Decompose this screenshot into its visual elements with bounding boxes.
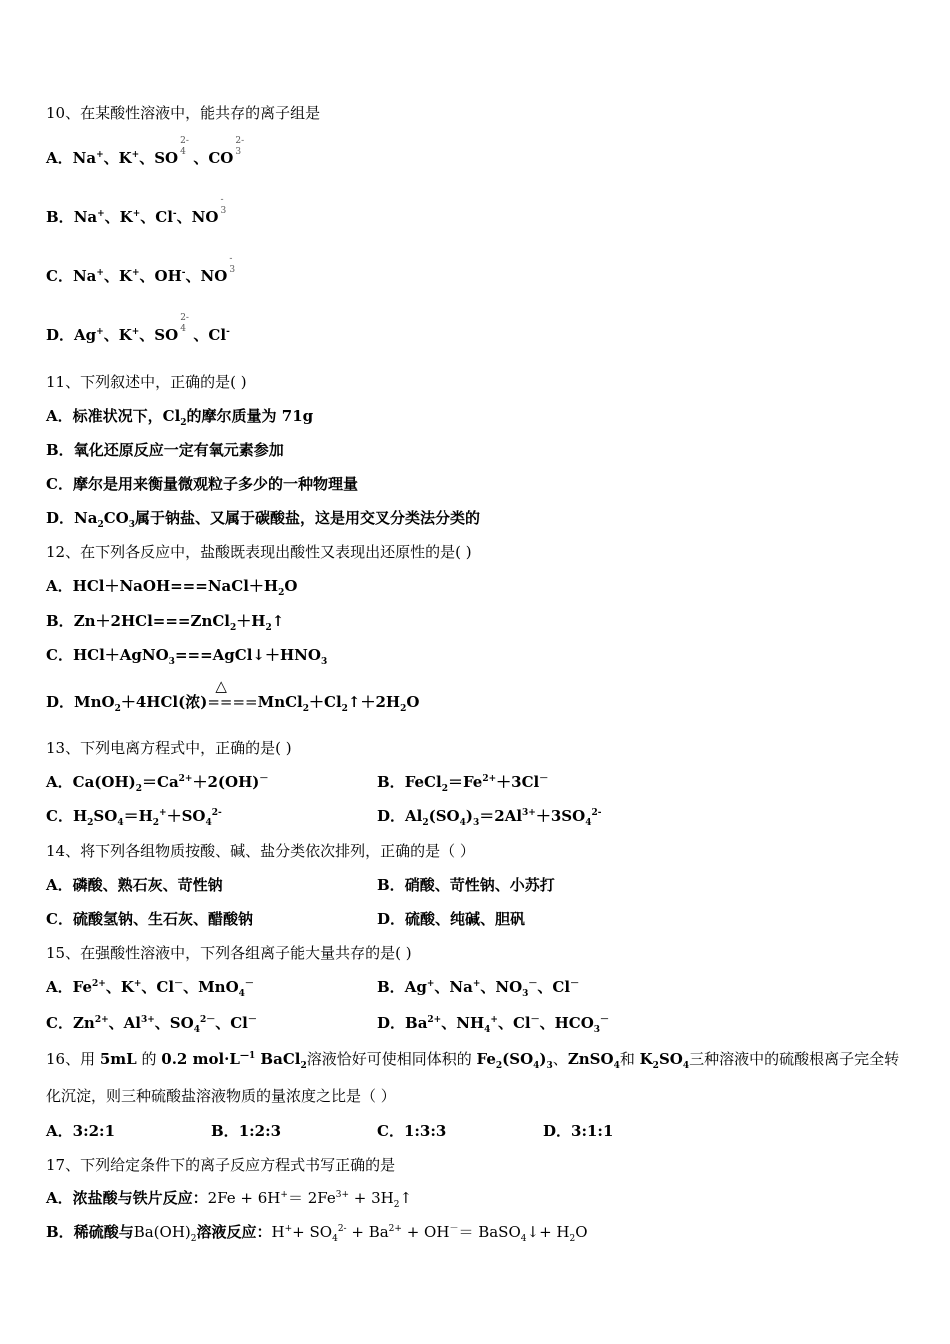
q17-stem: 17、下列给定条件下的离子反应方程式书写正确的是 xyxy=(46,1156,396,1174)
q17-option-b: B．稀硫酸与$Ba(OH)_2$溶液反应：$H^++ SO_4^{2-} + Ba^{2+} + OH^-=$ BaSO$_4$↓+ $H_2O$ xyxy=(46,1223,588,1244)
q11-option-a: A．标准状况下，$Cl_2$的摩尔质量为 71g xyxy=(46,407,314,428)
q14-option-a: A．磷酸、熟石灰、苛性钠 xyxy=(46,876,223,894)
q12-stem: 12、在下列各反应中，盐酸既表现出酸性又表现出还原性的是( ) xyxy=(46,543,472,561)
q16-option-a: A．3:2:1 xyxy=(46,1122,116,1140)
q12-option-d: D．MnO$_2$＋4HCl(浓) △ $====MnCl_2+Cl_2↑+2H_2O$ xyxy=(46,677,420,714)
q10-option-d: D．Ag+、K+、SO 2- 4 、Cl- xyxy=(46,313,230,344)
q10-option-a: A．Na+、K+、SO 2- 4 、CO 2- 3 xyxy=(46,136,245,167)
q13-option-a: A．$Ca(OH)_2=Ca^{2+}+2(OH)^-$ xyxy=(46,773,269,794)
q10-option-c: C．Na+、K+、OH-、NO - 3 xyxy=(46,254,236,285)
q11-option-d: D．$Na_2CO_3$属于钠盐、又属于碳酸盐，这是用交叉分类法分类的 xyxy=(46,509,481,530)
q16-stem-line1: 16、用 5mL 的 0.2 $mol\cdot L^{—1}$ BaCl$_2$溶液恰好可使相同体积的 $Fe_2(SO_4)_3$、ZnSO$_4$和 $K_2SO_4$三种溶液中的硫酸根离子完全转 xyxy=(46,1050,900,1071)
q13-option-c: C．$H_2SO_4=H_2^++SO_4^{2-}$ xyxy=(46,807,222,828)
q17-option-a: A．浓盐酸与铁片反应：$2Fe + 6H^+= 2Fe^{3+}$ + $3H_2↑$ xyxy=(46,1189,413,1210)
q11-stem: 11、下列叙述中，正确的是( ) xyxy=(46,373,247,391)
q14-option-b: B．硝酸、苛性钠、小苏打 xyxy=(377,876,555,894)
q13-stem: 13、下列电离方程式中，正确的是( ) xyxy=(46,739,292,757)
q15-option-b: B．Ag+、Na+、$NO_3^-$、Cl－ xyxy=(377,978,580,999)
q14-option-c: C．硫酸氢钠、生石灰、醋酸钠 xyxy=(46,910,253,928)
q14-option-d: D．硫酸、纯碱、胆矾 xyxy=(377,910,526,928)
q15-stem: 15、在强酸性溶液中，下列各组离子能大量共存的是( ) xyxy=(46,944,412,962)
q10-option-b: B．Na+、K+、Cl-、NO - 3 xyxy=(46,195,227,226)
q15-option-d: D．$Ba^{2+}$、$NH_4^+$、Cl－、$HCO_3^-$ xyxy=(377,1014,610,1035)
heat-condition-arrow: △ ==== xyxy=(207,677,258,711)
q13-option-d: D．$Al_2(SO_4)_3=2Al^{3+}+3SO_4^{2-}$ xyxy=(377,807,602,828)
q16-stem-line2: 化沉淀，则三种硫酸盐溶液物质的量浓度之比是（ ） xyxy=(46,1087,396,1105)
q14-stem: 14、将下列各组物质按酸、碱、盐分类依次排列，正确的是（ ） xyxy=(46,842,475,860)
heat-triangle-icon: △ xyxy=(215,677,227,695)
q16-option-d: D．3:1:1 xyxy=(543,1122,614,1140)
q11-option-c: C．摩尔是用来衡量微观粒子多少的一种物理量 xyxy=(46,475,358,493)
q15-option-a: A．$Fe^{2+}$、K+、Cl－、MnO$_4$－ xyxy=(46,978,254,999)
q16-option-b: B．1:2:3 xyxy=(211,1122,282,1140)
q12-option-b: B．$Zn+2HCl===ZnCl_2+H_2↑$ xyxy=(46,612,285,633)
q12-option-a: A．$HCl+NaOH===NaCl+H_2O$ xyxy=(46,577,298,598)
q12-option-c: C．$HCl+AgNO_3===AgCl↓+HNO_3$ xyxy=(46,646,328,667)
q16-option-c: C．1:3:3 xyxy=(377,1122,447,1140)
q11-option-b: B．氧化还原反应一定有氧元素参加 xyxy=(46,441,284,459)
q10-stem: 10、在某酸性溶液中，能共存的离子组是 xyxy=(46,104,321,122)
q13-option-b: B．$FeCl_2=Fe^{2+}+3Cl^-$ xyxy=(377,773,549,794)
q15-option-c: C．$Zn^{2+}$、$Al^{3+}$、$SO_4^{2-}$、Cl－ xyxy=(46,1014,257,1035)
